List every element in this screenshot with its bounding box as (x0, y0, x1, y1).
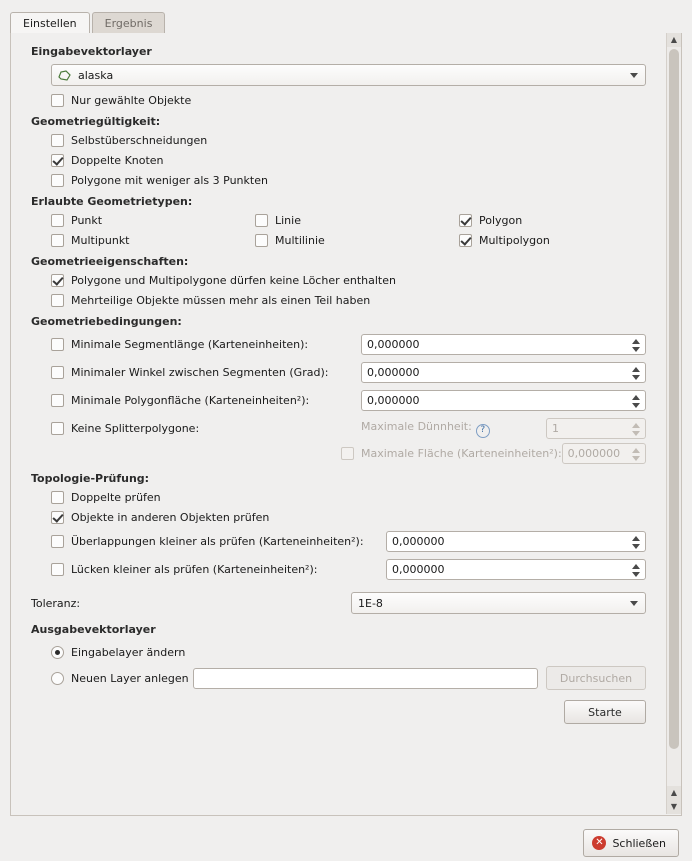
check-max-area (341, 447, 354, 460)
polygon-layer-icon (58, 70, 72, 81)
spin-max-area (562, 443, 646, 464)
input-layer-combo[interactable] (51, 64, 646, 86)
dialog-button-bar (0, 821, 692, 861)
value-gaps-smaller-than: 0,000000 (392, 563, 445, 576)
scroll-up-icon[interactable]: ▲ (667, 33, 681, 47)
scrollbar-thumb[interactable] (669, 49, 679, 749)
check-min-angle-between-segments[interactable] (51, 366, 64, 379)
check-self-intersections[interactable] (51, 134, 64, 147)
check-type-line[interactable] (255, 214, 268, 227)
spinner-arrows-icon[interactable] (632, 365, 641, 382)
spinner-arrows-icon[interactable] (632, 393, 641, 410)
tab-einstellen[interactable]: Einstellen (10, 12, 90, 35)
label-type-polygon: Polygon (478, 214, 523, 227)
label-min-segment-length: Minimale Segmentlänge (Karteneinheiten): (71, 338, 309, 351)
check-multipart-more-than-one[interactable] (51, 294, 64, 307)
tab-ergebnis[interactable]: Ergebnis (92, 12, 166, 34)
value-max-area: 0,000000 (567, 447, 621, 460)
check-type-multipoint[interactable] (51, 234, 64, 247)
label-features-within-features: Objekte in anderen Objekten prüfen (71, 511, 270, 524)
check-features-within-features[interactable] (51, 511, 64, 524)
label-type-multiline: Multilinie (274, 234, 325, 247)
spinner-arrows-icon (632, 421, 641, 438)
label-new-layer: Neuen Layer anlegen (71, 671, 189, 685)
check-duplicates[interactable] (51, 491, 64, 504)
label-min-angle-between-segments: Minimaler Winkel zwischen Segmenten (Grad): (71, 366, 329, 379)
check-min-segment-length[interactable] (51, 338, 64, 351)
value-min-segment-length: 0,000000 (367, 338, 420, 351)
label-type-multipolygon: Multipolygon (478, 234, 550, 247)
settings-scroll-area (10, 33, 682, 816)
spin-min-segment-length[interactable] (361, 334, 646, 355)
chevron-down-icon (630, 601, 638, 606)
tolerance-combo[interactable] (351, 592, 646, 614)
label-gaps-smaller-than: Lücken kleiner als prüfen (Karteneinheiten²): (71, 563, 318, 576)
label-modify-input-layer: Eingabelayer ändern (71, 646, 186, 659)
spin-min-angle-between-segments[interactable] (361, 362, 646, 383)
close-button[interactable] (583, 829, 679, 857)
label-self-intersections: Selbstüberschneidungen (71, 134, 208, 147)
label-check-duplicates: Doppelte prüfen (71, 491, 161, 504)
browse-button: Durchsuchen (546, 666, 646, 690)
radio-new-layer[interactable] (51, 672, 64, 685)
check-type-polygon[interactable] (459, 214, 472, 227)
spinner-arrows-icon[interactable] (632, 337, 641, 354)
settings-panel (11, 33, 666, 814)
spinner-arrows-icon[interactable] (632, 562, 641, 579)
label-max-area: Maximale Fläche (Karteneinheiten²): (361, 447, 562, 460)
group-title-geometry-conditions: Geometriebedingungen: (31, 315, 182, 328)
tab-bar (10, 10, 682, 35)
check-polygons-fewer-than-3-points[interactable] (51, 174, 64, 187)
spinner-arrows-icon (632, 446, 641, 463)
input-layer-value: alaska (78, 68, 114, 82)
label-multipart-more-than-one: Mehrteilige Objekte müssen mehr als einen Teil haben (71, 294, 371, 307)
check-no-sliver-polygons[interactable] (51, 422, 64, 435)
check-duplicate-nodes[interactable] (51, 154, 64, 167)
group-title-allowed-types: Erlaubte Geometrietypen: (31, 195, 193, 208)
spin-gaps-smaller-than[interactable] (386, 559, 646, 580)
only-selected-label: Nur gewählte Objekte (71, 94, 192, 107)
value-min-polygon-area: 0,000000 (367, 394, 420, 407)
spin-max-thinness (546, 418, 646, 439)
start-button[interactable]: Starte (564, 700, 646, 724)
value-min-angle-between-segments: 0,000000 (367, 366, 420, 379)
group-title-topology-check: Topologie-Prüfung: (31, 472, 150, 485)
close-button-label: Schließen (612, 836, 666, 850)
group-title-output-layer: Ausgabevektorlayer (31, 623, 156, 636)
check-no-holes[interactable] (51, 274, 64, 287)
new-layer-path-input[interactable] (193, 668, 538, 689)
label-overlaps-smaller-than: Überlappungen kleiner als prüfen (Karteneinheiten²): (71, 535, 364, 548)
value-overlaps-smaller-than: 0,000000 (392, 535, 445, 548)
tolerance-value: 1E-8 (358, 596, 383, 610)
only-selected-checkbox[interactable] (51, 94, 64, 107)
label-tolerance: Toleranz: (31, 596, 81, 610)
chevron-down-icon (630, 73, 638, 78)
check-type-multiline[interactable] (255, 234, 268, 247)
label-no-holes: Polygone und Multipolygone dürfen keine Löcher enthalten (71, 274, 396, 287)
label-polygons-fewer-than-3-points: Polygone mit weniger als 3 Punkten (71, 174, 268, 187)
check-min-polygon-area[interactable] (51, 394, 64, 407)
vertical-scrollbar[interactable] (666, 33, 681, 814)
label-min-polygon-area: Minimale Polygonfläche (Karteneinheiten²): (71, 394, 310, 407)
close-circle-icon: ✕ (592, 836, 606, 850)
check-type-multipolygon[interactable] (459, 234, 472, 247)
group-title-geometry-validity: Geometriegültigkeit: (31, 115, 161, 128)
check-gaps-smaller-than[interactable] (51, 563, 64, 576)
label-max-thinness-text: Maximale Dünnheit: (361, 419, 472, 433)
scroll-down-icon[interactable]: ▲ (667, 786, 681, 800)
scroll-down-icon-2[interactable]: ▼ (667, 800, 681, 814)
spin-overlaps-smaller-than[interactable] (386, 531, 646, 552)
radio-modify-input-layer[interactable] (51, 646, 64, 659)
label-duplicate-nodes: Doppelte Knoten (71, 154, 164, 167)
spinner-arrows-icon[interactable] (632, 534, 641, 551)
value-max-thinness: 1 (552, 422, 559, 435)
group-title-input-layer: Eingabevektorlayer (31, 45, 152, 58)
spin-min-polygon-area[interactable] (361, 390, 646, 411)
label-max-thinness (361, 420, 546, 438)
label-no-sliver-polygons: Keine Splitterpolygone: (71, 422, 200, 435)
help-icon[interactable]: ? (476, 424, 490, 438)
label-type-line: Linie (274, 214, 301, 227)
label-type-point: Punkt (71, 214, 103, 227)
check-overlaps-smaller-than[interactable] (51, 535, 64, 548)
check-type-point[interactable] (51, 214, 64, 227)
group-title-geometry-properties: Geometrieeigenschaften: (31, 255, 189, 268)
label-type-multipoint: Multipunkt (71, 234, 130, 247)
